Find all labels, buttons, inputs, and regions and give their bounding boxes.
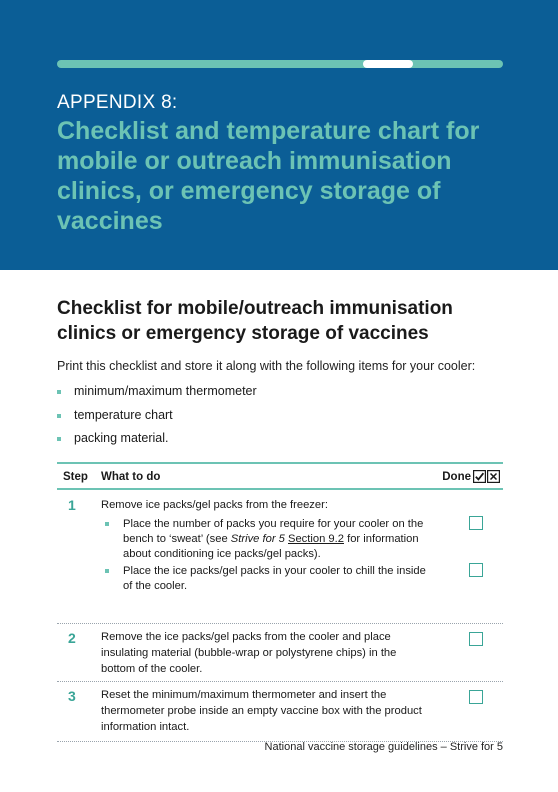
checkbox[interactable] <box>469 632 483 646</box>
step-text: Remove the ice packs/gel packs from the cooler and place insulating material (bubble-wrap or polystyrene chips) in the bottom of the cooler. <box>101 631 397 675</box>
sub-item <box>101 517 431 561</box>
sub-item <box>101 564 431 594</box>
progress-marker <box>363 60 413 68</box>
step-number: 3 <box>68 688 76 704</box>
header-what-to-do: What to do <box>101 471 161 483</box>
page-footer: National vaccine storage guidelines – Strive for 5 <box>264 741 503 753</box>
checklist-table <box>57 462 503 742</box>
bullet-square-icon <box>57 437 61 441</box>
appendix-label: APPENDIX 8: <box>57 92 178 113</box>
table-header <box>57 462 503 490</box>
table-row <box>57 682 503 742</box>
header-done: Done <box>442 471 471 483</box>
list-item: minimum/maximum thermometer <box>57 384 257 408</box>
checkbox[interactable] <box>469 516 483 530</box>
step-number: 2 <box>68 630 76 646</box>
section-link[interactable]: Section 9.2 <box>288 532 344 545</box>
list-item: packing material. <box>57 431 257 455</box>
page-title: Checklist and temperature chart for mobile or outreach immunisation clinics, or emergency storage of vaccines <box>57 117 480 235</box>
bullet-square-icon <box>57 414 61 418</box>
section-heading: Checklist for mobile/outreach immunisation clinics or emergency storage of vaccines <box>57 298 453 344</box>
intro-text: Print this checklist and store it along with the following items for your cooler: <box>57 359 476 373</box>
header-step: Step <box>63 471 88 483</box>
sub-item-text: Place the ice packs/gel packs in your cooler to chill the inside of the cooler. <box>123 565 426 592</box>
cross-box-icon <box>487 470 500 483</box>
bullet-square-icon <box>105 569 109 573</box>
list-item: temperature chart <box>57 408 257 432</box>
check-box-icon <box>473 470 486 483</box>
bullet-square-icon <box>57 390 61 394</box>
item-list <box>57 384 257 455</box>
table-row <box>57 490 503 624</box>
step-text: Remove ice packs/gel packs from the freezer: <box>101 499 328 511</box>
checkbox[interactable] <box>469 563 483 577</box>
progress-bar <box>57 60 503 68</box>
table-row <box>57 624 503 682</box>
step-text: Reset the minimum/maximum thermometer and insert the thermometer probe inside an empty vaccine box with the product information intact. <box>101 689 422 733</box>
header-banner <box>0 0 558 270</box>
sub-item-text: Place the number of packs you require for your cooler on the bench to ‘sweat’ (see Strive for 5 Section 9.2 for information about conditioning ice packs/gel packs). <box>123 518 424 560</box>
done-legend <box>473 470 500 483</box>
step-number: 1 <box>68 497 76 513</box>
bullet-square-icon <box>105 522 109 526</box>
checkbox[interactable] <box>469 690 483 704</box>
